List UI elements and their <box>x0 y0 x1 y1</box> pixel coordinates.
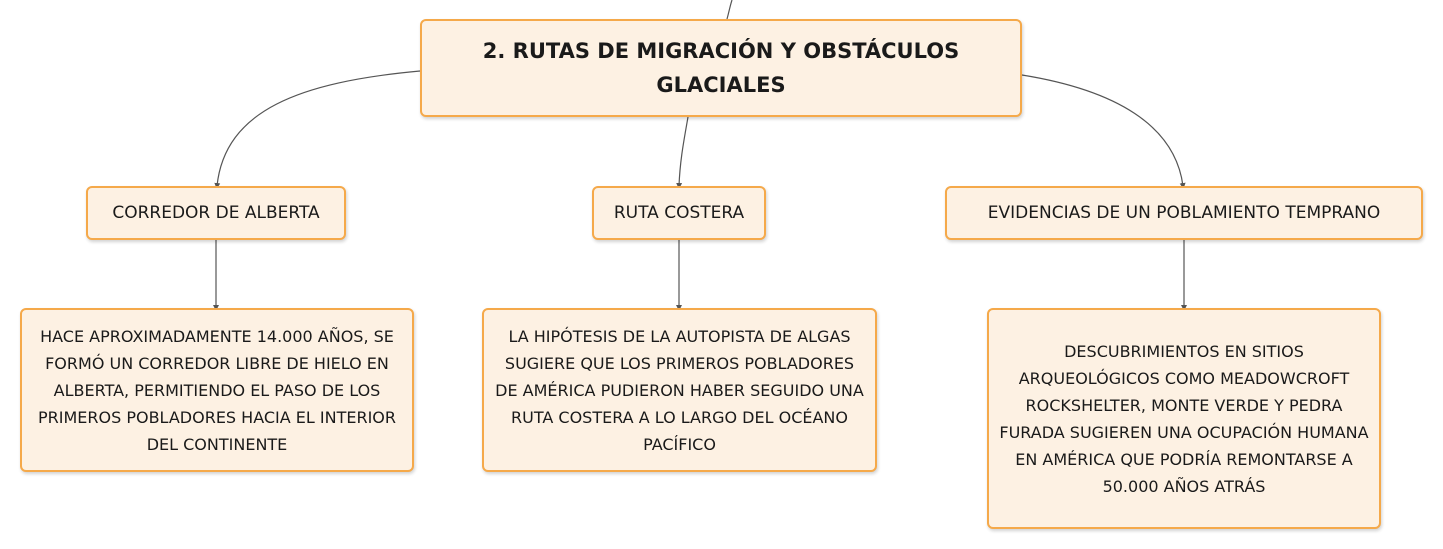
branch-label: CORREDOR DE ALBERTA <box>112 203 320 223</box>
connector-main-to-branch-2 <box>679 117 688 186</box>
detail-node-evidencias[interactable] <box>987 308 1381 529</box>
detail-text: LA HIPÓTESIS DE LA AUTOPISTA DE ALGAS SUGIERE QUE LOS PRIMEROS POBLADORES DE AMÉRICA PUDIERON HABER SEGUIDO UNA RUTA COSTERA A LO LARGO DEL OCÉANO PACÍFICO <box>495 326 864 454</box>
detail-node-corredor-de-alberta[interactable] <box>20 308 414 472</box>
connector-from-parent <box>727 0 732 19</box>
branch-label: RUTA COSTERA <box>613 203 745 223</box>
branch-node-evidencias[interactable] <box>945 186 1423 240</box>
branch-node-corredor-de-alberta[interactable] <box>86 186 346 240</box>
connector-main-to-branch-3 <box>1022 75 1183 186</box>
connector-main-to-branch-1 <box>217 71 420 186</box>
detail-text: HACE APROXIMADAMENTE 14.000 AÑOS, SE FORMÓ UN CORREDOR LIBRE DE HIELO EN ALBERTA, PERMITIENDO EL PASO DE LOS PRIMEROS POBLADORES HACIA EL INTERIOR DEL CONTINENTE <box>37 326 397 454</box>
detail-text: DESCUBRIMIENTOS EN SITIOS ARQUEOLÓGICOS COMO MEADOWCROFT ROCKSHELTER, MONTE VERDE Y PEDRA FURADA SUGIEREN UNA OCUPACIÓN HUMANA EN AMÉRICA QUE PODRÍA REMONTARSE A 50.000 AÑOS ATRÁS <box>999 341 1369 496</box>
branch-node-ruta-costera[interactable] <box>592 186 766 240</box>
main-topic-node[interactable] <box>420 19 1022 117</box>
main-topic-label: 2. RUTAS DE MIGRACIÓN Y OBSTÁCULOS GLACIALES <box>482 39 960 97</box>
branch-label: EVIDENCIAS DE UN POBLAMIENTO TEMPRANO <box>987 203 1381 223</box>
detail-node-ruta-costera[interactable] <box>482 308 877 472</box>
